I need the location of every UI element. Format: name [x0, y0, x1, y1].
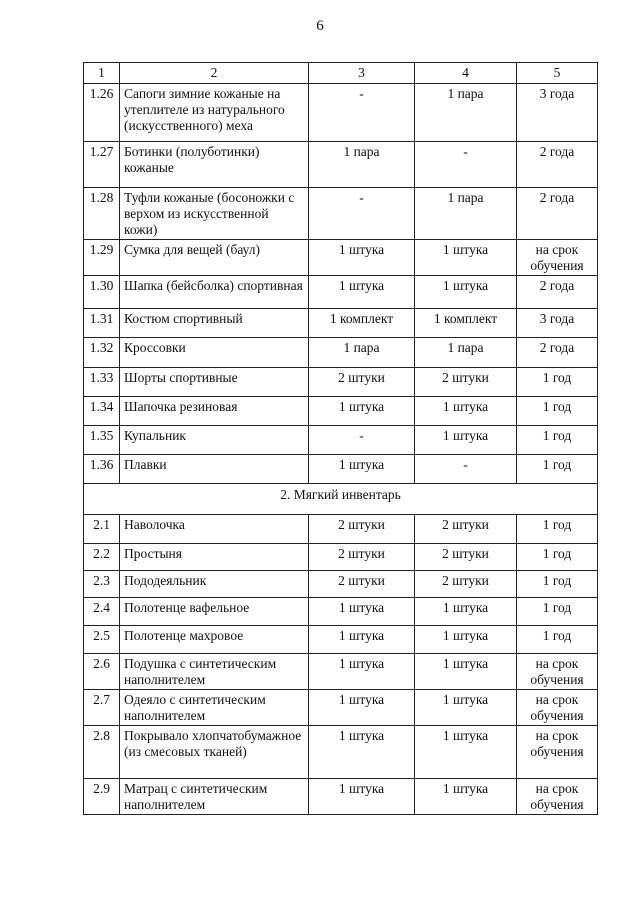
table-row [84, 188, 598, 240]
item-name-cell: Туфли кожаные (босоножки с верхом из искусственной кожи) [120, 188, 309, 240]
wear-period-cell: 3 года [517, 309, 598, 338]
wear-period-cell: 1 год [517, 368, 598, 397]
item-number-cell: 2.5 [84, 626, 120, 654]
table-row [84, 515, 598, 544]
table-row [84, 598, 598, 626]
item-number-cell: 2.7 [84, 690, 120, 726]
header-cell: 5 [517, 63, 598, 84]
quantity-col3-cell: 1 пара [309, 142, 415, 188]
wear-period-cell: 2 года [517, 142, 598, 188]
wear-period-cell: 1 год [517, 397, 598, 426]
wear-period-cell: 1 год [517, 598, 598, 626]
table-row [84, 368, 598, 397]
quantity-col3-cell: 1 штука [309, 626, 415, 654]
item-number-cell: 1.30 [84, 276, 120, 309]
quantity-col3-cell: 1 комплект [309, 309, 415, 338]
item-number-cell: 1.35 [84, 426, 120, 455]
section-title: 2. Мягкий инвентарь [84, 484, 598, 515]
quantity-col4-cell: 2 штуки [415, 515, 517, 544]
quantity-col3-cell: 1 штука [309, 726, 415, 779]
quantity-col3-cell: 1 штука [309, 779, 415, 815]
item-number-cell: 1.28 [84, 188, 120, 240]
quantity-col3-cell: 1 штука [309, 240, 415, 276]
item-name-cell: Простыня [120, 544, 309, 571]
item-number-cell: 2.9 [84, 779, 120, 815]
item-number-cell: 1.36 [84, 455, 120, 484]
quantity-col3-cell: 1 штука [309, 654, 415, 690]
table-header-row [84, 63, 598, 84]
wear-period-cell: на срок обучения [517, 240, 598, 276]
table-row [84, 726, 598, 779]
quantity-col4-cell: 1 штука [415, 276, 517, 309]
table-row [84, 84, 598, 142]
quantity-col4-cell: 1 штука [415, 654, 517, 690]
quantity-col4-cell: 1 пара [415, 338, 517, 368]
wear-period-cell: 1 год [517, 544, 598, 571]
page-number: 6 [316, 18, 324, 34]
quantity-col3-cell: 1 пара [309, 338, 415, 368]
item-name-cell: Пододеяльник [120, 571, 309, 598]
wear-period-cell: 1 год [517, 626, 598, 654]
quantity-col3-cell: - [309, 426, 415, 455]
quantity-col3-cell: 1 штука [309, 455, 415, 484]
table-row [84, 779, 598, 815]
section-row [84, 484, 598, 515]
table-row [84, 654, 598, 690]
item-name-cell: Полотенце вафельное [120, 598, 309, 626]
header-cell: 1 [84, 63, 120, 84]
quantity-col3-cell: 1 штука [309, 598, 415, 626]
wear-period-cell: на срок обучения [517, 654, 598, 690]
item-name-cell: Плавки [120, 455, 309, 484]
quantity-col4-cell: 1 штука [415, 779, 517, 815]
table-row [84, 571, 598, 598]
quantity-col4-cell: 1 штука [415, 598, 517, 626]
quantity-col3-cell: 2 штуки [309, 368, 415, 397]
quantity-col4-cell: 2 штуки [415, 571, 517, 598]
wear-period-cell: на срок обучения [517, 726, 598, 779]
table-row [84, 276, 598, 309]
item-name-cell: Шапка (бейсболка) спортивная [120, 276, 309, 309]
table-row [84, 544, 598, 571]
item-name-cell: Костюм спортивный [120, 309, 309, 338]
item-number-cell: 1.34 [84, 397, 120, 426]
item-number-cell: 2.8 [84, 726, 120, 779]
item-number-cell: 2.4 [84, 598, 120, 626]
wear-period-cell: на срок обучения [517, 690, 598, 726]
table-row [84, 338, 598, 368]
table-row [84, 309, 598, 338]
quantity-col4-cell: 1 комплект [415, 309, 517, 338]
quantity-col4-cell: 1 пара [415, 188, 517, 240]
item-number-cell: 2.2 [84, 544, 120, 571]
item-name-cell: Сумка для вещей (баул) [120, 240, 309, 276]
quantity-col3-cell: 1 штука [309, 276, 415, 309]
table-body [84, 63, 598, 815]
wear-period-cell: 3 года [517, 84, 598, 142]
header-cell: 3 [309, 63, 415, 84]
quantity-col4-cell: - [415, 142, 517, 188]
quantity-col4-cell: 1 пара [415, 84, 517, 142]
wear-period-cell: 2 года [517, 188, 598, 240]
item-number-cell: 1.32 [84, 338, 120, 368]
quantity-col4-cell: 1 штука [415, 426, 517, 455]
item-name-cell: Покрывало хлопчатобумажное (из смесовых тканей) [120, 726, 309, 779]
quantity-col3-cell: - [309, 84, 415, 142]
table-row [84, 626, 598, 654]
table-row [84, 455, 598, 484]
wear-period-cell: 1 год [517, 426, 598, 455]
quantity-col4-cell: 1 штука [415, 626, 517, 654]
item-number-cell: 2.6 [84, 654, 120, 690]
wear-period-cell: 2 года [517, 338, 598, 368]
item-name-cell: Ботинки (полуботинки) кожаные [120, 142, 309, 188]
quantity-col4-cell: - [415, 455, 517, 484]
quantity-col4-cell: 1 штука [415, 690, 517, 726]
table-row [84, 397, 598, 426]
wear-period-cell: 1 год [517, 515, 598, 544]
quantity-col3-cell: - [309, 188, 415, 240]
quantity-col3-cell: 1 штука [309, 397, 415, 426]
item-number-cell: 1.26 [84, 84, 120, 142]
wear-period-cell: 1 год [517, 455, 598, 484]
item-name-cell: Наволочка [120, 515, 309, 544]
quantity-col3-cell: 1 штука [309, 690, 415, 726]
item-name-cell: Одеяло с синтетическим наполнителем [120, 690, 309, 726]
item-number-cell: 2.3 [84, 571, 120, 598]
item-number-cell: 2.1 [84, 515, 120, 544]
item-name-cell: Сапоги зимние кожаные на утеплителе из натурального (искусственного) меха [120, 84, 309, 142]
item-name-cell: Кроссовки [120, 338, 309, 368]
item-name-cell: Подушка с синтетическим наполнителем [120, 654, 309, 690]
table-row [84, 142, 598, 188]
table-row [84, 690, 598, 726]
item-number-cell: 1.27 [84, 142, 120, 188]
quantity-col3-cell: 2 штуки [309, 571, 415, 598]
table-row [84, 240, 598, 276]
item-name-cell: Матрац с синтетическим наполнителем [120, 779, 309, 815]
wear-period-cell: на срок обучения [517, 779, 598, 815]
wear-period-cell: 2 года [517, 276, 598, 309]
header-cell: 4 [415, 63, 517, 84]
item-name-cell: Шорты спортивные [120, 368, 309, 397]
quantity-col3-cell: 2 штуки [309, 544, 415, 571]
item-name-cell: Шапочка резиновая [120, 397, 309, 426]
item-number-cell: 1.33 [84, 368, 120, 397]
table-row [84, 426, 598, 455]
wear-period-cell: 1 год [517, 571, 598, 598]
item-name-cell: Полотенце махровое [120, 626, 309, 654]
item-number-cell: 1.29 [84, 240, 120, 276]
quantity-col4-cell: 1 штука [415, 726, 517, 779]
header-cell: 2 [120, 63, 309, 84]
quantity-col4-cell: 1 штука [415, 397, 517, 426]
item-number-cell: 1.31 [84, 309, 120, 338]
quantity-col4-cell: 1 штука [415, 240, 517, 276]
item-name-cell: Купальник [120, 426, 309, 455]
norms-table [83, 62, 598, 815]
quantity-col3-cell: 2 штуки [309, 515, 415, 544]
quantity-col4-cell: 2 штуки [415, 544, 517, 571]
quantity-col4-cell: 2 штуки [415, 368, 517, 397]
